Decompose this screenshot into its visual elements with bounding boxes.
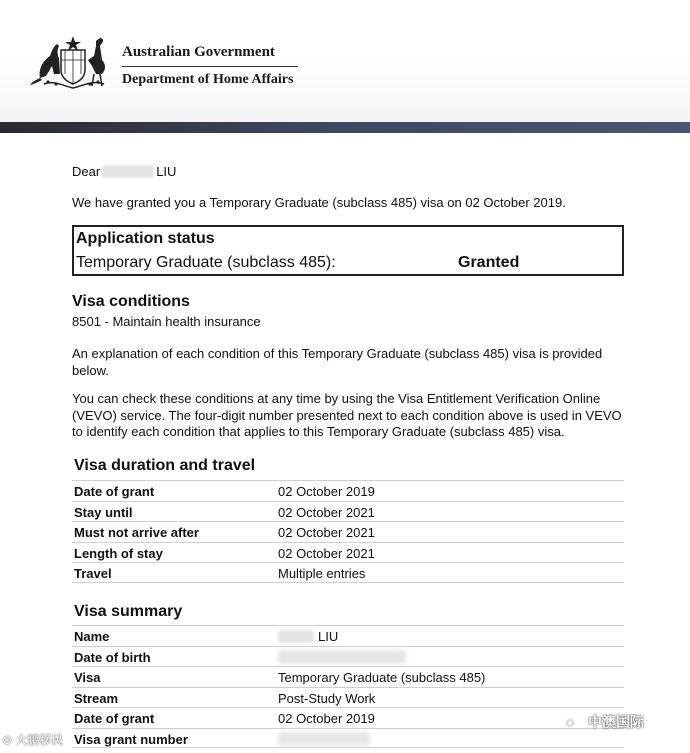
condition-item: 8501 - Maintain health insurance: [72, 314, 261, 329]
table-row: [72, 666, 624, 687]
application-status-box: [72, 225, 624, 276]
row-label: Visa: [74, 670, 101, 685]
row-label: Must not arrive after: [74, 525, 199, 540]
table-row: [72, 501, 624, 522]
grant-intro: We have granted you a Temporary Graduate (subclass 485) visa on 02 October 2019.: [72, 195, 566, 210]
row-label: Travel: [74, 566, 112, 581]
wechat-icon: ◌: [566, 714, 575, 730]
duration-heading: Visa duration and travel: [74, 457, 256, 474]
row-value: 02 October 2021: [278, 525, 375, 540]
vevo-explanation: You can check these conditions at any time by using the Visa Entitlement Verification Online (VEVO) service. The four-digit number presented next to each condition above is used in VEVO to identify each condition that applies to this Temporary Graduate (subclass 485) visa.: [72, 391, 622, 439]
watermark-left: ⊙ 大鹏移民: [2, 733, 64, 747]
row-label: Name: [74, 629, 110, 644]
salutation-line: [72, 164, 176, 179]
surname: LIU: [156, 164, 177, 179]
watermark-right: [566, 712, 644, 732]
coat-of-arms-icon: [30, 30, 116, 90]
redacted-given-name: [102, 165, 154, 178]
row-value: 02 October 2021: [278, 545, 375, 561]
government-name: Australian Government: [122, 44, 275, 60]
row-value: [278, 629, 338, 644]
department-name: Department of Home Affairs: [122, 72, 294, 87]
salutation: Dear: [72, 164, 101, 179]
row-label: Stream: [74, 690, 119, 706]
letterhead: [0, 0, 690, 122]
row-label: Stay until: [74, 504, 133, 520]
table-row: [72, 542, 624, 563]
status-badge: Granted: [458, 254, 520, 271]
row-label: Date of grant: [74, 711, 155, 726]
table-row: [72, 646, 624, 667]
row-value: 02 October 2019: [278, 484, 375, 499]
redacted-date-of-birth: [278, 650, 406, 664]
row-value: 02 October 2021: [278, 504, 375, 520]
row-label: Length of stay: [74, 545, 163, 561]
status-visa: Temporary Graduate (subclass 485):: [76, 254, 336, 271]
row-value: Temporary Graduate (subclass 485): [278, 670, 486, 685]
name-surname: LIU: [318, 629, 339, 644]
conditions-explanation: An explanation of each condition of this Temporary Graduate (subclass 485) visa is provided below.: [72, 346, 603, 378]
redacted-given-name: [278, 630, 314, 643]
redacted-grant-number: [278, 732, 370, 746]
row-value: Multiple entries: [278, 566, 366, 581]
row-value: Post-Study Work: [278, 690, 376, 706]
watermark-right-text: 中澳国际: [588, 714, 644, 730]
table-row: [72, 687, 624, 708]
row-label: Date of birth: [74, 649, 151, 665]
header-divider: [122, 66, 298, 67]
table-row: [72, 707, 624, 728]
table-row: [72, 562, 624, 583]
conditions-heading: Visa conditions: [72, 293, 190, 310]
row-value: 02 October 2019: [278, 711, 375, 726]
table-row: [72, 521, 624, 542]
summary-heading: Visa summary: [74, 603, 183, 620]
status-title: Application status: [76, 230, 215, 247]
table-row: [72, 728, 624, 749]
table-row: [72, 625, 624, 646]
row-label: Date of grant: [74, 484, 155, 499]
table-row: [72, 480, 624, 501]
watermark-left-text: 大鹏移民: [15, 733, 64, 747]
row-label: Visa grant number: [74, 731, 188, 747]
header-band: [0, 122, 690, 133]
